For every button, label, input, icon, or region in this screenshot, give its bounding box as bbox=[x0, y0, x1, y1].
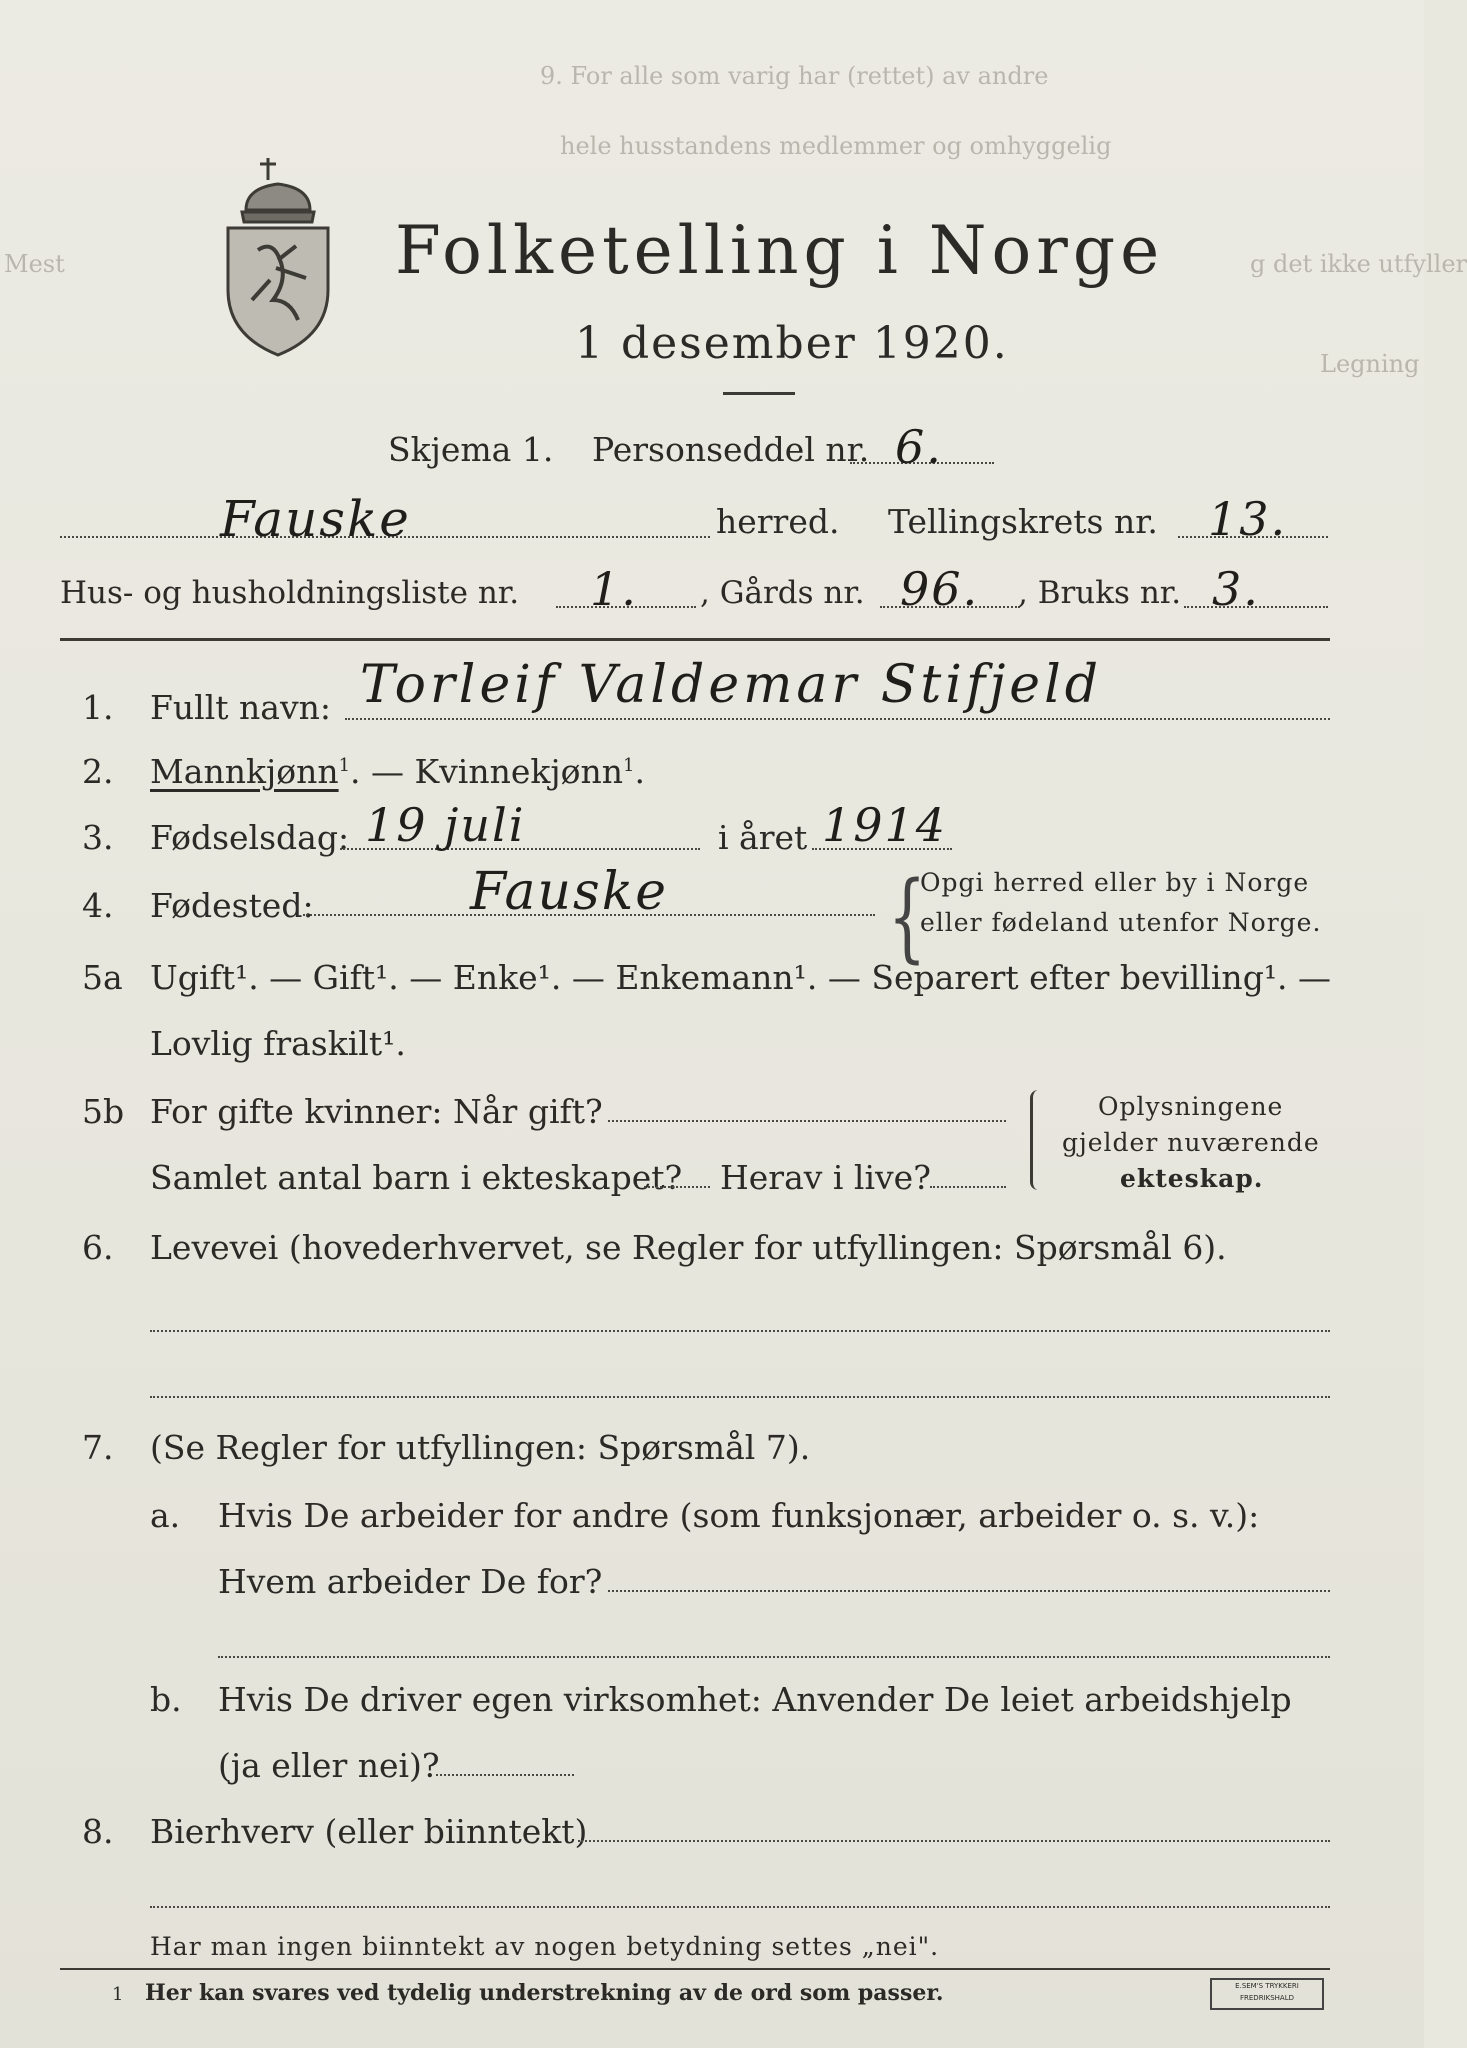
husholdningsliste-value: 1. bbox=[590, 562, 638, 616]
q1-value: Torleif Valdemar Stifjeld bbox=[360, 655, 1103, 715]
bleed-text: g det ikke utfyller bbox=[1250, 250, 1467, 278]
tellingskrets-value: 13. bbox=[1208, 492, 1288, 546]
printer-name: E.SEM'S TRYKKERI bbox=[1235, 1982, 1299, 1990]
q6-line-1 bbox=[150, 1330, 1330, 1332]
section-divider bbox=[60, 638, 1330, 641]
gards-value: 96. bbox=[900, 562, 980, 616]
q5a-line-2: Lovlig fraskilt¹. bbox=[150, 1024, 406, 1063]
q5b-note-3: ekteskap. bbox=[1120, 1164, 1264, 1193]
q2-male-option: Mannkjønn bbox=[150, 752, 339, 791]
footnote-mark: 1 bbox=[338, 755, 351, 776]
q6-label: Levevei (hovederhvervet, se Regler for utfyllingen: Spørsmål 6). bbox=[150, 1228, 1227, 1267]
herred-value: Fauske bbox=[220, 490, 411, 548]
q1-label: Fullt navn: bbox=[150, 688, 331, 727]
q7a-line-1: Hvis De arbeider for andre (som funksjonær, arbeider o. s. v.): bbox=[218, 1496, 1260, 1535]
bleed-text: Legning bbox=[1320, 350, 1420, 378]
q3-date-value: 19 juli bbox=[365, 798, 526, 852]
q6-line-2 bbox=[150, 1396, 1330, 1398]
title-divider bbox=[723, 392, 795, 395]
q8-line-2 bbox=[150, 1906, 1330, 1908]
q3-number: 3. bbox=[82, 818, 114, 857]
printer-city: FREDRIKSHALD bbox=[1239, 1994, 1294, 2002]
skjema-prefix: Skjema 1. bbox=[388, 430, 554, 469]
q5b-alive-line bbox=[930, 1186, 1006, 1188]
q4-value: Fauske bbox=[470, 862, 669, 922]
q6-number: 6. bbox=[82, 1228, 114, 1267]
q7b-line-1: Hvis De driver egen virksomhet: Anvender De leiet arbeidshjelp bbox=[218, 1680, 1292, 1719]
q3-label: Fødselsdag: bbox=[150, 818, 350, 857]
q5b-line-2a: Samlet antal barn i ekteskapet? bbox=[150, 1158, 683, 1197]
q4-number: 4. bbox=[82, 886, 114, 925]
q2-sex bbox=[150, 752, 645, 791]
q5b-note-1: Oplysningene bbox=[1098, 1092, 1284, 1121]
q2-female-option: Kvinnekjønn bbox=[414, 752, 624, 791]
bleed-text: Mest bbox=[4, 250, 65, 278]
q2-end: . bbox=[634, 752, 645, 791]
q8-line-1 bbox=[578, 1840, 1330, 1842]
norway-coat-of-arms-icon bbox=[218, 150, 338, 360]
personseddel-value: 6. bbox=[895, 420, 943, 474]
personseddel-label: Personseddel nr. bbox=[592, 430, 870, 469]
q7b-line-2: (ja eller nei)? bbox=[218, 1746, 440, 1785]
q5b-married-line bbox=[608, 1120, 1006, 1122]
husholdningsliste-label: Hus- og husholdningsliste nr. bbox=[60, 575, 520, 611]
bruks-label: , Bruks nr. bbox=[1018, 575, 1182, 611]
q3-year-value: 1914 bbox=[822, 798, 948, 852]
gards-label: , Gårds nr. bbox=[700, 575, 865, 611]
q3-year-label: i året bbox=[718, 818, 808, 857]
footer-note: Har man ingen biinntekt av nogen betydning settes „nei". bbox=[150, 1932, 940, 1961]
herred-label: herred. bbox=[716, 502, 840, 541]
bleed-text: hele husstandens medlemmer og omhyggelig bbox=[560, 132, 1112, 160]
page-title: Folketelling i Norge bbox=[395, 212, 1165, 289]
q2-number: 2. bbox=[82, 752, 114, 791]
q7a-line-extra bbox=[218, 1656, 1330, 1658]
q7-label: (Se Regler for utfyllingen: Spørsmål 7). bbox=[150, 1428, 811, 1467]
q8-label: Bierhverv (eller biinntekt) bbox=[150, 1812, 588, 1851]
footnote-number: 1 bbox=[112, 1984, 124, 2005]
printer-mark bbox=[1210, 1978, 1324, 2010]
q7a-line bbox=[608, 1590, 1330, 1592]
bruks-value: 3. bbox=[1212, 562, 1260, 616]
footnote-text: Her kan svares ved tydelig understrekning av de ord som passer. bbox=[145, 1980, 944, 2006]
census-date: 1 desember 1920. bbox=[575, 318, 1009, 369]
q5b-children-line bbox=[644, 1186, 710, 1188]
q2-separator: . — bbox=[350, 752, 415, 791]
q7b-letter: b. bbox=[150, 1680, 182, 1719]
q5a-line-1: Ugift¹. — Gift¹. — Enke¹. — Enkemann¹. — Separert efter bevilling¹. — bbox=[150, 958, 1332, 997]
q4-note-2: eller fødeland utenfor Norge. bbox=[920, 908, 1322, 937]
q5b-line-2b: Herav i live? bbox=[720, 1158, 931, 1197]
footer-divider bbox=[60, 1968, 1330, 1970]
bracket bbox=[1030, 1090, 1041, 1190]
tellingskrets-label: Tellingskrets nr. bbox=[888, 502, 1158, 541]
bleed-text: 9. For alle som varig har (rettet) av andre bbox=[540, 62, 1049, 90]
q5b-number: 5b bbox=[82, 1092, 125, 1131]
q4-label: Fødested: bbox=[150, 886, 314, 925]
q5b-note-2: gjelder nuværende bbox=[1062, 1128, 1320, 1157]
q7a-line-2: Hvem arbeider De for? bbox=[218, 1562, 603, 1601]
q5b-line-1: For gifte kvinner: Når gift? bbox=[150, 1092, 603, 1131]
q7a-letter: a. bbox=[150, 1496, 181, 1535]
q1-number: 1. bbox=[82, 688, 114, 727]
footnote-mark: 1 bbox=[623, 755, 635, 776]
q1-line bbox=[345, 718, 1330, 720]
brace: { bbox=[888, 862, 927, 974]
q4-note-1: Opgi herred eller by i Norge bbox=[920, 868, 1310, 897]
q5a-number: 5a bbox=[82, 958, 123, 997]
q7-number: 7. bbox=[82, 1428, 114, 1467]
q8-number: 8. bbox=[82, 1812, 114, 1851]
q7b-line bbox=[436, 1774, 574, 1776]
